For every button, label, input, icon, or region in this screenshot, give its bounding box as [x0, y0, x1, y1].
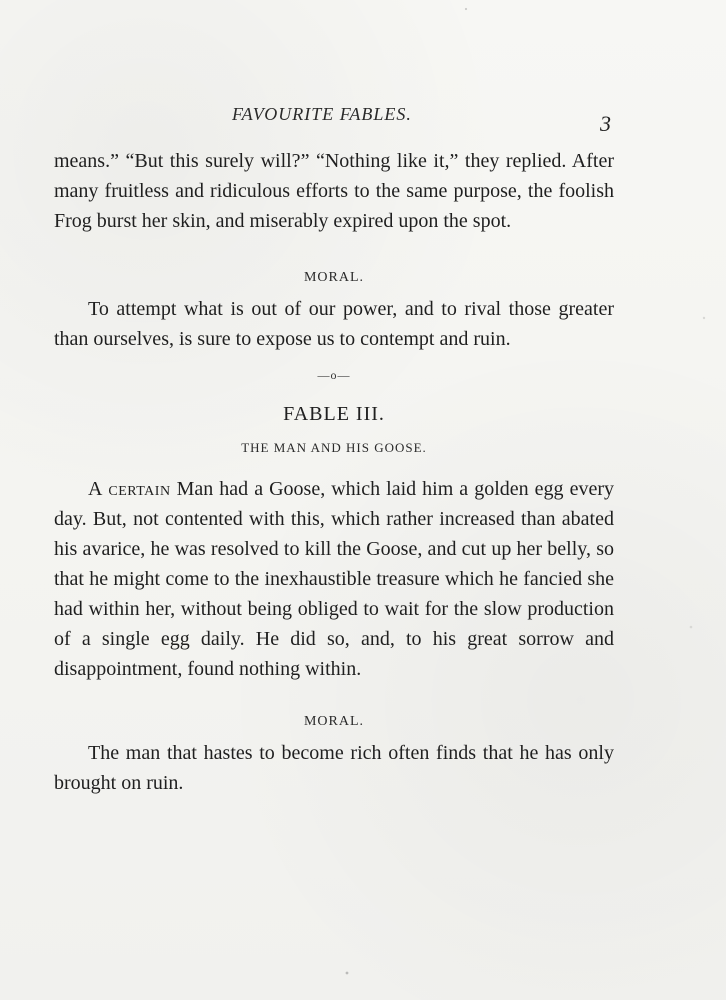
- moral-heading-second: MORAL.: [303, 714, 365, 729]
- moral-heading-first: MORAL.: [303, 270, 365, 285]
- fable-paragraph: [54, 474, 614, 684]
- page-content: [54, 146, 614, 812]
- running-title: FAVOURITE FABLES.: [232, 104, 412, 124]
- fable-paragraph-text: Man had a Goose, which laid him a golden egg every day. But, not contented with this, which rather increased than abated his avarice, he was resolved to kill the Goose, and cut up her belly, so that he might come to the inexhaustible treasure which he fancied she had within her, without being obliged to wait for the slow production of a single egg daily. He did so, and, to his great sorrow and disappointment, found nothing within.: [54, 478, 614, 680]
- section-ornament: —o—: [317, 368, 351, 382]
- continued-paragraph: means.” “But this surely will?” “Nothing like it,” they replied. After many fruitless and ridiculous efforts to the same purpose, the foolish Frog burst her skin, and miserably expired upon the spot.: [54, 150, 614, 232]
- page-number: 3: [600, 111, 611, 136]
- moral-text-first: To attempt what is out of our power, and to rival those greater than ourselves, is sure to expose us to contempt and ruin.: [54, 298, 614, 350]
- fable-title: FABLE III.: [283, 403, 385, 425]
- fable-subtitle: THE MAN AND HIS GOOSE.: [241, 440, 427, 455]
- fable-opening-words: A certain: [88, 478, 171, 500]
- moral-text-second: The man that hastes to become rich often finds that he has only brought on ruin.: [54, 742, 614, 794]
